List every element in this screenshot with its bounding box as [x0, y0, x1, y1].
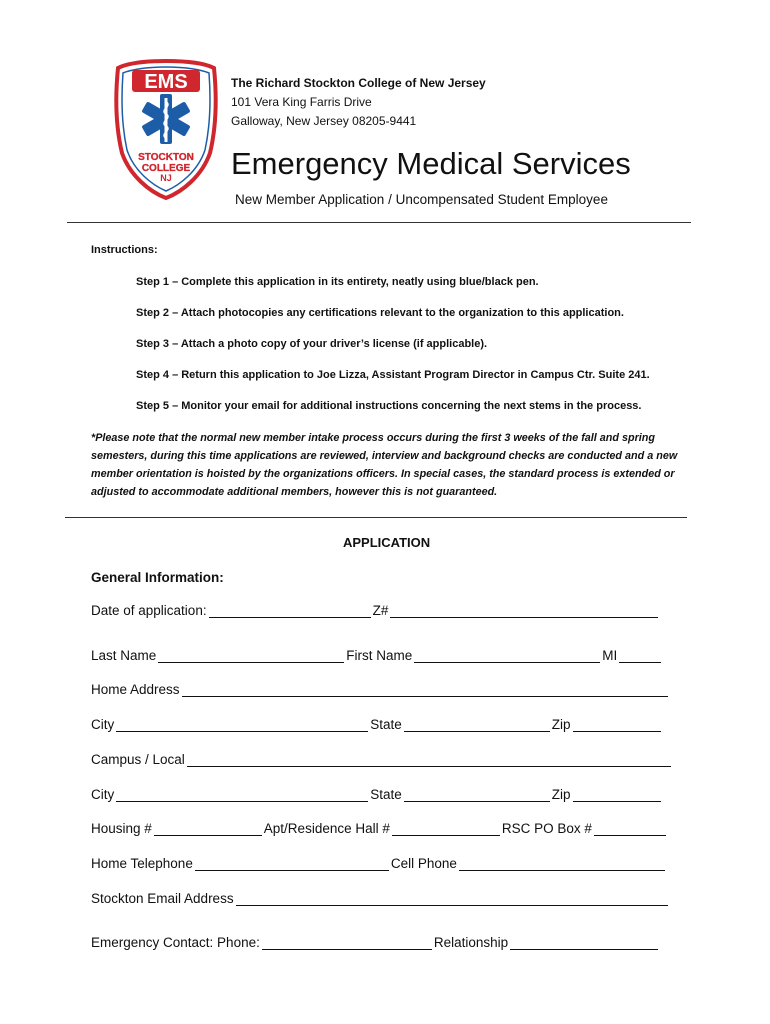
- institution-name: The Richard Stockton College of New Jersey: [231, 76, 486, 90]
- row-campus-local: [91, 752, 673, 768]
- row-city-campus: [91, 787, 663, 803]
- state-label: State: [370, 787, 402, 802]
- cell-phone-field[interactable]: [459, 857, 665, 871]
- city-label: City: [91, 717, 115, 732]
- date-field[interactable]: [209, 604, 371, 618]
- last-name-label: Last Name: [91, 648, 157, 663]
- instructions-heading: Instructions:: [91, 244, 158, 256]
- zip-label: Zip: [551, 787, 571, 802]
- relationship-label: Relationship: [433, 935, 509, 950]
- mi-label: MI: [602, 648, 618, 663]
- state-field[interactable]: [404, 718, 550, 732]
- instruction-step: Step 5 – Monitor your email for additional instructions concerning the next stems in the process.: [136, 400, 642, 412]
- cell-phone-label: Cell Phone: [390, 856, 457, 871]
- zip-field[interactable]: [573, 788, 661, 802]
- ems-logo: [112, 58, 220, 200]
- row-name: [91, 648, 663, 664]
- rsc-po-label: RSC PO Box #: [501, 821, 592, 836]
- divider: [65, 517, 687, 518]
- page-title: Emergency Medical Services: [231, 146, 631, 181]
- apt-hall-field[interactable]: [392, 822, 500, 836]
- application-heading: APPLICATION: [343, 535, 431, 550]
- instruction-step: Step 3 – Attach a photo copy of your driver’s license (if applicable).: [136, 338, 488, 350]
- divider: [67, 222, 691, 223]
- last-name-field[interactable]: [158, 649, 344, 663]
- home-address-field[interactable]: [182, 683, 668, 697]
- z-number-field[interactable]: [390, 604, 658, 618]
- home-address-label: Home Address: [91, 682, 180, 697]
- row-email: [91, 891, 670, 907]
- page-subtitle: New Member Application / Uncompensated Student Employee: [235, 192, 608, 207]
- email-field[interactable]: [236, 892, 668, 906]
- city-label: City: [91, 787, 115, 802]
- emergency-contact-label: Emergency Contact: Phone:: [91, 935, 260, 950]
- intake-note: *Please note that the normal new member intake process occurs during the first 3 weeks of the fall and spring semesters, during this time applications are reviewed, interview and background checks are conducted and a new member orientation is hoisted by the organizations officers. In special cases, the standard process is extended or adjusted to accommodate additional members, however this is not guaranteed.: [91, 432, 678, 498]
- emergency-phone-field[interactable]: [262, 936, 432, 950]
- campus-local-label: Campus / Local: [91, 752, 185, 767]
- mi-field[interactable]: [619, 649, 661, 663]
- street-address: 101 Vera King Farris Drive: [231, 95, 372, 109]
- zip-label: Zip: [551, 717, 571, 732]
- row-home-address: [91, 682, 670, 698]
- row-city-home: [91, 717, 663, 733]
- date-label: Date of application:: [91, 603, 207, 618]
- logo-top-text: EMS: [144, 71, 188, 93]
- row-housing: [91, 821, 668, 837]
- relationship-field[interactable]: [510, 936, 658, 950]
- state-field[interactable]: [404, 788, 550, 802]
- row-emergency: [91, 935, 660, 951]
- instruction-step: Step 1 – Complete this application in its entirety, neatly using blue/black pen.: [136, 276, 539, 288]
- row-date: [91, 603, 660, 619]
- city-field[interactable]: [116, 788, 368, 802]
- apt-hall-label: Apt/Residence Hall #: [263, 821, 390, 836]
- instruction-step: Step 4 – Return this application to Joe Lizza, Assistant Program Director in Campus Ctr. Suite 241.: [136, 369, 650, 381]
- zip-field[interactable]: [573, 718, 661, 732]
- home-phone-label: Home Telephone: [91, 856, 193, 871]
- state-label: State: [370, 717, 402, 732]
- row-phones: [91, 856, 667, 872]
- logo-bottom-text-2: COLLEGE: [141, 163, 191, 174]
- housing-label: Housing #: [91, 821, 152, 836]
- instruction-step: Step 2 – Attach photocopies any certifications relevant to the organization to this application.: [136, 307, 624, 319]
- logo-bottom-text-1: STOCKTON: [138, 152, 194, 163]
- z-number-label: Z#: [372, 603, 389, 618]
- housing-field[interactable]: [154, 822, 262, 836]
- email-label: Stockton Email Address: [91, 891, 234, 906]
- home-phone-field[interactable]: [195, 857, 389, 871]
- rsc-po-field[interactable]: [594, 822, 666, 836]
- city-field[interactable]: [116, 718, 368, 732]
- city-address: Galloway, New Jersey 08205-9441: [231, 114, 417, 128]
- general-info-heading: General Information:: [91, 570, 224, 585]
- logo-bottom-text-3: NJ: [160, 173, 172, 183]
- first-name-label: First Name: [346, 648, 413, 663]
- first-name-field[interactable]: [414, 649, 600, 663]
- campus-local-field[interactable]: [187, 753, 671, 767]
